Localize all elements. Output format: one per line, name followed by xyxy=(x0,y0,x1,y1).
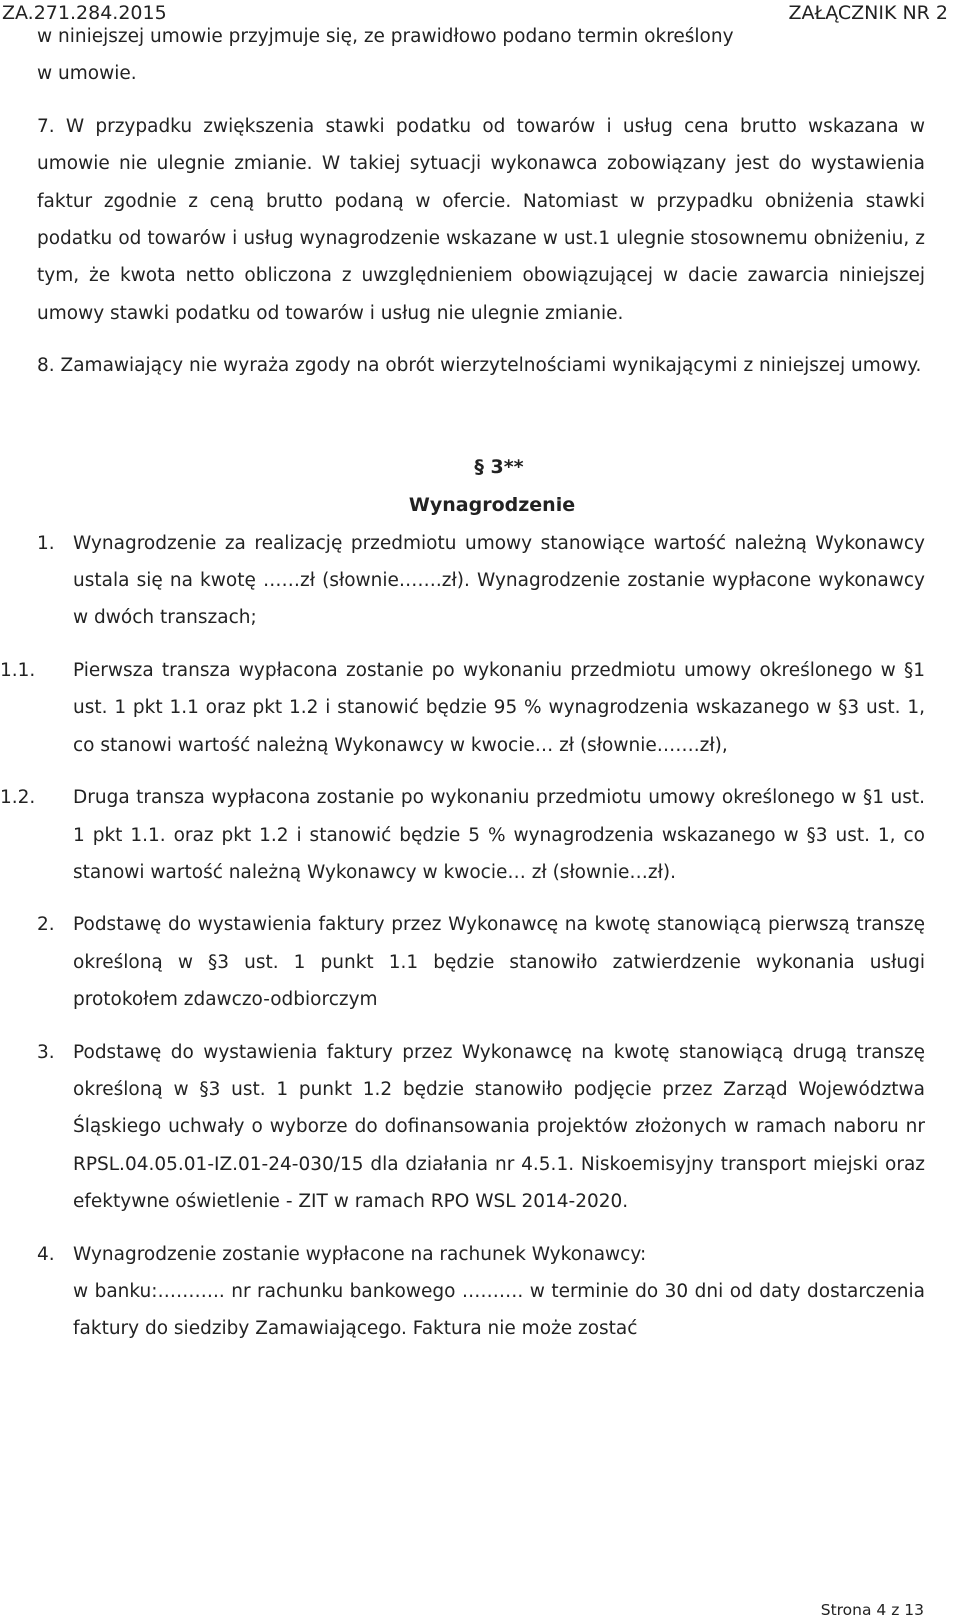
section-item-3-number: 3. xyxy=(37,1041,55,1063)
point-7 xyxy=(37,108,925,332)
point-7-number: 7. xyxy=(37,115,55,137)
document-reference: ZA.271.284.2015 xyxy=(2,2,167,24)
point-8-text: Zamawiający nie wyraża zgody na obrót wierzytelnościami wynikającymi z niniejszej umowy. xyxy=(60,355,922,377)
section-item-4 xyxy=(37,1236,925,1273)
section-item-1-1-number: 1.1. xyxy=(0,659,36,681)
continuation-paragraph xyxy=(37,18,925,93)
section-item-1-2 xyxy=(0,779,925,891)
document-body xyxy=(0,18,925,1348)
section-item-4-number: 4. xyxy=(37,1243,55,1265)
section-mark: § 3** xyxy=(474,455,524,478)
point-8 xyxy=(37,347,925,384)
point-7-text: W przypadku zwiększenia stawki podatku od towarów i usług cena brutto wskazana w umowie nie ulegnie zmianie. W takiej sytuacji wykonawca zobowiązany jest do wystawienia faktur zgodnie z ceną brutto podaną w ofercie. Natomiast w przypadku obniżenia stawki podatku od towarów i usług wynagrodzenie wskazane w ust.1 ulegnie stosownemu obniżeniu, z tym, że kwota netto obliczona z uwzględnieniem obowiązującej w dacie zawarcia niniejszej umowy stawki podatku od towarów i usług nie ulegnie zmianie. xyxy=(37,115,925,324)
section-item-3-text: Podstawę do wystawienia faktury przez Wykonawcę na kwotę stanowiącą drugą transzę określoną w §3 ust. 1 punkt 1.2 będzie stanowiło podjęcie przez Zarząd Województwa Śląskiego uchwały o wyborze do dofinansowania projektów złożonych w ramach naboru nr RPSL.04.05.01-IZ.01-24-030/15 dla działania nr 4.5.1. Niskoemisyjny transport miejski oraz efektywne oświetlenie - ZIT w ramach RPO WSL 2014-2020. xyxy=(73,1041,925,1213)
section-item-3 xyxy=(37,1034,925,1221)
section-item-1-number: 1. xyxy=(37,532,55,554)
section-item-1-1 xyxy=(0,652,925,764)
section-item-2 xyxy=(37,906,925,1018)
section-item-1-2-text: Druga transza wypłacona zostanie po wykonaniu przedmiotu umowy określonego w §1 ust. 1 pkt 1.1. oraz pkt 1.2 i stanowić będzie 5 % wynagrodzenia wskazanego w §3 ust. 1, co stanowi wartość należną Wykonawcy w kwocie… zł (słownie…zł). xyxy=(73,787,925,883)
section-item-1 xyxy=(37,525,925,637)
section-title: Wynagrodzenie xyxy=(408,493,576,516)
section-item-2-number: 2. xyxy=(37,914,55,936)
section-item-1-1-text: Pierwsza transza wypłacona zostanie po wykonaniu przedmiotu umowy określonego w §1 ust. 1 pkt 1.1 oraz pkt 1.2 i stanowić będzie 95 % wynagrodzenia wskazanego w §3 ust. 1, co stanowi wartość należną Wykonawcy w kwocie… zł (słownie…….zł), xyxy=(73,659,925,756)
continuation-line-1: w niniejszej umowie przyjmuje się, ze prawidłowo podano termin określony xyxy=(37,26,734,47)
section-item-4-text: Wynagrodzenie zostanie wypłacone na rachunek Wykonawcy: xyxy=(73,1243,647,1265)
section-item-1-text: Wynagrodzenie za realizację przedmiotu umowy stanowiące wartość należną Wykonawcy ustala się na kwotę ……zł (słownie…….zł). Wynagrodzenie zostanie wypłacone wykonawcy w dwóch transzach; xyxy=(73,532,925,629)
section-item-1-2-number: 1.2. xyxy=(0,787,36,809)
attachment-label: ZAŁĄCZNIK NR 2 xyxy=(788,2,948,24)
bank-account-paragraph: w banku:……….. nr rachunku bankowego ………. w terminie do 30 dni od daty dostarczenia faktury do siedziby Zamawiającego. Faktura nie może zostać xyxy=(73,1280,925,1340)
continuation-line-2: w umowie. xyxy=(37,63,137,85)
section-item-2-text: Podstawę do wystawienia faktury przez Wykonawcę na kwotę stanowiącą pierwszą transzę określoną w §3 ust. 1 punkt 1.1 będzie stanowiło zatwierdzenie wykonania usługi protokołem zdawczo-odbiorczym xyxy=(73,914,925,1011)
point-8-number: 8. xyxy=(37,355,55,377)
page-number: Strona 4 z 13 xyxy=(820,1601,924,1619)
